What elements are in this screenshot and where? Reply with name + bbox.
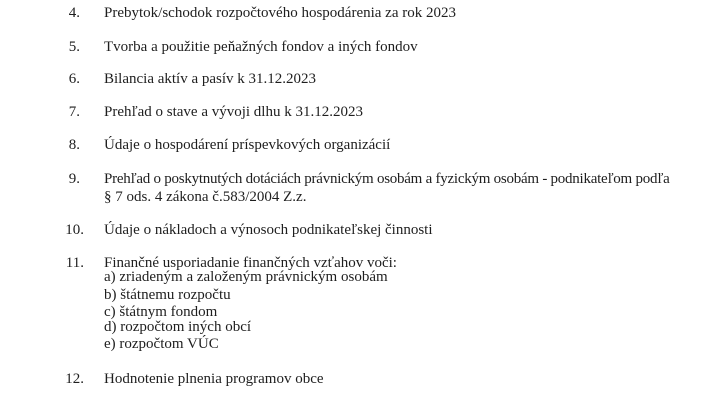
item-text: Finančné usporiadanie finančných vzťahov voči:: [104, 255, 397, 271]
item-text-continuation: § 7 ods. 4 zákona č.583/2004 Z.z.: [104, 189, 307, 205]
item-text: Prehľad o stave a vývoji dlhu k 31.12.2023: [104, 104, 363, 120]
item-number: 6.: [68, 71, 80, 87]
item-number: 7.: [68, 104, 80, 120]
item-number: 4.: [68, 5, 80, 21]
item-text: Prehľad o poskytnutých dotáciách právnickým osobám a fyzickým osobám - podnikateľom podľa: [104, 171, 670, 187]
item-number: 8.: [68, 137, 80, 153]
item-number: 9.: [68, 171, 80, 187]
subitem-text: e) rozpočtom VÚC: [104, 336, 219, 352]
item-text: Bilancia aktív a pasív k 31.12.2023: [104, 71, 317, 87]
item-number: 10.: [65, 222, 84, 238]
subitem-text: d) rozpočtom iných obcí: [104, 319, 252, 335]
item-number: 11.: [65, 255, 84, 271]
subitem-text: b) štátnemu rozpočtu: [104, 287, 231, 303]
item-text: Prebytok/schodok rozpočtového hospodárenia za rok 2023: [104, 5, 456, 21]
item-text: Údaje o hospodárení príspevkových organizácií: [104, 137, 391, 153]
item-text: Údaje o nákladoch a výnosoch podnikateľskej činnosti: [104, 222, 433, 238]
item-number: 12.: [65, 371, 84, 387]
subitem-text: a) zriadeným a založeným právnickým osobám: [104, 269, 388, 285]
item-number: 5.: [68, 39, 80, 55]
subitem-text: c) štátnym fondom: [104, 304, 218, 320]
item-text: Tvorba a použitie peňažných fondov a iných fondov: [104, 39, 418, 55]
item-text: Hodnotenie plnenia programov obce: [104, 371, 324, 387]
